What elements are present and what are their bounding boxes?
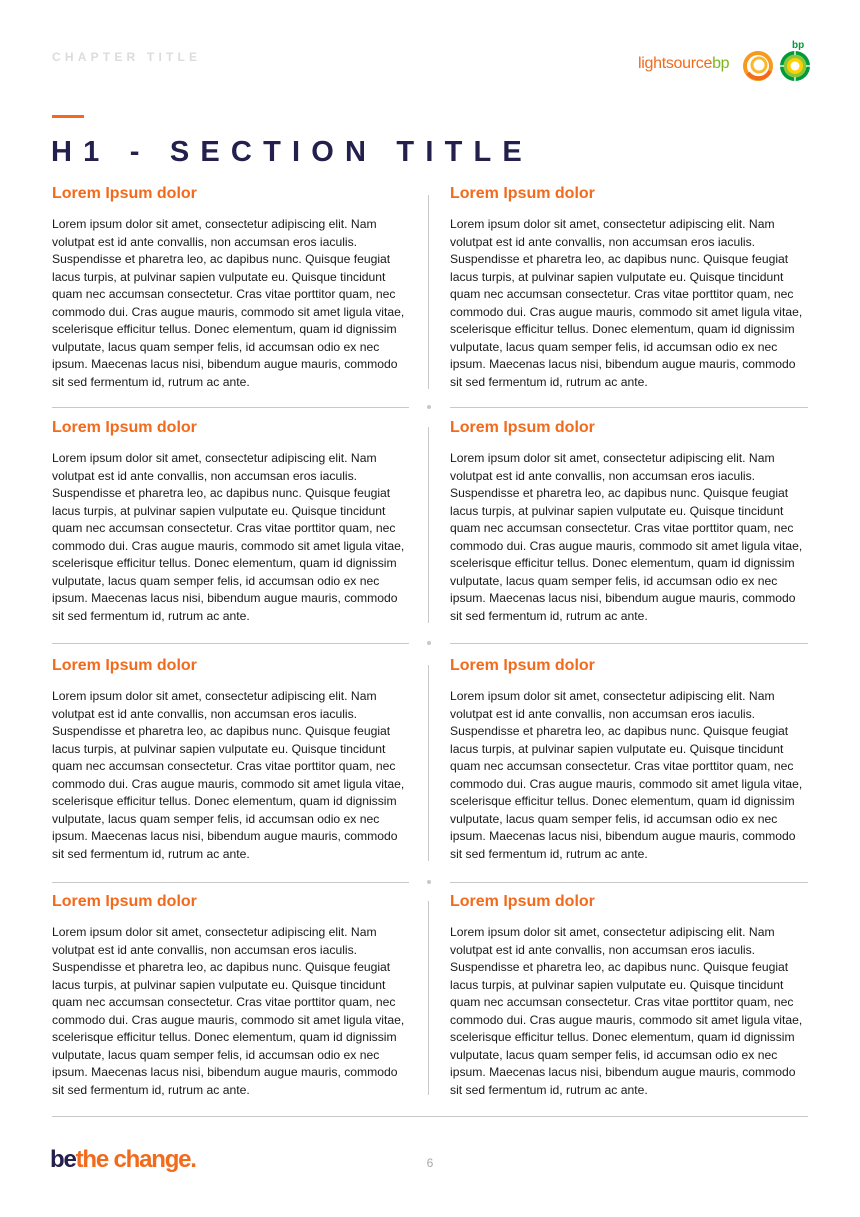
content-block	[52, 893, 410, 1099]
logo-wordmark-lightsource: lightsource	[638, 55, 713, 72]
block-body: Lorem ipsum dolor sit amet, consectetur adipiscing elit. Nam volutpat est id ante convallis, non accumsan eros iaculis. Suspendisse et pharetra leo, ac dapibus nunc. Quisque feugiat lacus turpis, at pulvinar sapien vulputate eu. Quisque tincidunt quam nec accumsan consectetur. Cras vitae porttitor quam, nec commodo dui. Cras augue mauris, commodo sit amet ligula vitae, scelerisque efficitur tellus. Donec elementum, quam id dignissim vulputate, lacus quam semper felis, id accumsan odio ex nec ipsum. Maecenas lacus nisi, bibendum augue mauris, commodo sit sed fermentum id, rutrum ac ante.	[52, 925, 405, 1097]
section-title: H1 - SECTION TITLE	[51, 136, 533, 168]
logo-wordmark	[638, 55, 729, 73]
block-heading: Lorem Ipsum dolor	[52, 185, 197, 202]
block-body: Lorem ipsum dolor sit amet, consectetur adipiscing elit. Nam volutpat est id ante convallis, non accumsan eros iaculis. Suspendisse et pharetra leo, ac dapibus nunc. Quisque feugiat lacus turpis, at pulvinar sapien vulputate eu. Quisque tincidunt quam nec accumsan consectetur. Cras vitae porttitor quam, nec commodo dui. Cras augue mauris, commodo sit amet ligula vitae, scelerisque efficitur tellus. Donec elementum, quam id dignissim vulputate, lacus quam semper felis, id accumsan odio ex nec ipsum. Maecenas lacus nisi, bibendum augue mauris, commodo sit sed fermentum id, rutrum ac ante.	[450, 217, 803, 389]
block-body: Lorem ipsum dolor sit amet, consectetur adipiscing elit. Nam volutpat est id ante convallis, non accumsan eros iaculis. Suspendisse et pharetra leo, ac dapibus nunc. Quisque feugiat lacus turpis, at pulvinar sapien vulputate eu. Quisque tincidunt quam nec accumsan consectetur. Cras vitae porttitor quam, nec commodo dui. Cras augue mauris, commodo sit amet ligula vitae, scelerisque efficitur tellus. Donec elementum, quam id dignissim vulputate, lacus quam semper felis, id accumsan odio ex nec ipsum. Maecenas lacus nisi, bibendum augue mauris, commodo sit sed fermentum id, rutrum ac ante.	[450, 925, 803, 1097]
chapter-title: CHAPTER TITLE	[52, 50, 202, 64]
block-body: Lorem ipsum dolor sit amet, consectetur adipiscing elit. Nam volutpat est id ante convallis, non accumsan eros iaculis. Suspendisse et pharetra leo, ac dapibus nunc. Quisque feugiat lacus turpis, at pulvinar sapien vulputate eu. Quisque tincidunt quam nec accumsan consectetur. Cras vitae porttitor quam, nec commodo dui. Cras augue mauris, commodo sit amet ligula vitae, scelerisque efficitur tellus. Donec elementum, quam id dignissim vulputate, lacus quam semper felis, id accumsan odio ex nec ipsum. Maecenas lacus nisi, bibendum augue mauris, commodo sit sed fermentum id, rutrum ac ante.	[450, 689, 803, 861]
column-divider	[428, 901, 429, 1095]
content-block	[450, 893, 808, 1099]
block-heading: Lorem Ipsum dolor	[450, 185, 595, 202]
block-body: Lorem ipsum dolor sit amet, consectetur adipiscing elit. Nam volutpat est id ante convallis, non accumsan eros iaculis. Suspendisse et pharetra leo, ac dapibus nunc. Quisque feugiat lacus turpis, at pulvinar sapien vulputate eu. Quisque tincidunt quam nec accumsan consectetur. Cras vitae porttitor quam, nec commodo dui. Cras augue mauris, commodo sit amet ligula vitae, scelerisque efficitur tellus. Donec elementum, quam id dignissim vulputate, lacus quam semper felis, id accumsan odio ex nec ipsum. Maecenas lacus nisi, bibendum augue mauris, commodo sit sed fermentum id, rutrum ac ante.	[52, 217, 405, 389]
column-divider	[428, 427, 429, 623]
divider-dot	[427, 405, 431, 409]
row-divider	[450, 882, 808, 883]
lightsource-bp-logo	[636, 40, 812, 84]
block-heading: Lorem Ipsum dolor	[52, 893, 197, 910]
block-heading: Lorem Ipsum dolor	[52, 419, 197, 436]
bp-mark-text: bp	[792, 40, 805, 50]
block-body: Lorem ipsum dolor sit amet, consectetur adipiscing elit. Nam volutpat est id ante convallis, non accumsan eros iaculis. Suspendisse et pharetra leo, ac dapibus nunc. Quisque feugiat lacus turpis, at pulvinar sapien vulputate eu. Quisque tincidunt quam nec accumsan consectetur. Cras vitae porttitor quam, nec commodo dui. Cras augue mauris, commodo sit amet ligula vitae, scelerisque efficitur tellus. Donec elementum, quam id dignissim vulputate, lacus quam semper felis, id accumsan odio ex nec ipsum. Maecenas lacus nisi, bibendum augue mauris, commodo sit sed fermentum id, rutrum ac ante.	[52, 689, 405, 861]
page-number: 6	[426, 1156, 434, 1170]
column-divider	[428, 195, 429, 389]
row-divider	[52, 643, 409, 644]
lightsource-sun-icon	[742, 51, 774, 81]
row-divider	[52, 882, 409, 883]
content-block	[52, 419, 410, 625]
block-body: Lorem ipsum dolor sit amet, consectetur adipiscing elit. Nam volutpat est id ante convallis, non accumsan eros iaculis. Suspendisse et pharetra leo, ac dapibus nunc. Quisque feugiat lacus turpis, at pulvinar sapien vulputate eu. Quisque tincidunt quam nec accumsan consectetur. Cras vitae porttitor quam, nec commodo dui. Cras augue mauris, commodo sit amet ligula vitae, scelerisque efficitur tellus. Donec elementum, quam id dignissim vulputate, lacus quam semper felis, id accumsan odio ex nec ipsum. Maecenas lacus nisi, bibendum augue mauris, commodo sit sed fermentum id, rutrum ac ante.	[52, 451, 405, 623]
divider-dot	[427, 641, 431, 645]
content-grid	[52, 185, 808, 1117]
section-accent-bar	[52, 115, 84, 118]
column-divider	[428, 665, 429, 861]
tagline-be: be	[50, 1146, 76, 1173]
tagline-the-change: the change.	[75, 1146, 196, 1173]
bp-mark	[790, 38, 810, 50]
block-heading: Lorem Ipsum dolor	[450, 419, 595, 436]
block-heading: Lorem Ipsum dolor	[52, 657, 197, 674]
divider-dot	[427, 880, 431, 884]
be-the-change-tagline	[50, 1146, 196, 1174]
content-block	[450, 185, 808, 391]
content-block	[450, 657, 808, 863]
row-divider	[450, 643, 808, 644]
block-heading: Lorem Ipsum dolor	[450, 657, 595, 674]
block-heading: Lorem Ipsum dolor	[450, 893, 595, 910]
footer-rule	[52, 1116, 808, 1117]
block-body: Lorem ipsum dolor sit amet, consectetur adipiscing elit. Nam volutpat est id ante convallis, non accumsan eros iaculis. Suspendisse et pharetra leo, ac dapibus nunc. Quisque feugiat lacus turpis, at pulvinar sapien vulputate eu. Quisque tincidunt quam nec accumsan consectetur. Cras vitae porttitor quam, nec commodo dui. Cras augue mauris, commodo sit amet ligula vitae, scelerisque efficitur tellus. Donec elementum, quam id dignissim vulputate, lacus quam semper felis, id accumsan odio ex nec ipsum. Maecenas lacus nisi, bibendum augue mauris, commodo sit sed fermentum id, rutrum ac ante.	[450, 451, 803, 623]
row-divider	[450, 407, 808, 408]
row-divider	[52, 407, 409, 408]
logo-wordmark-bp: bp	[712, 55, 730, 72]
content-block	[450, 419, 808, 625]
content-block	[52, 657, 410, 863]
content-block	[52, 185, 410, 391]
